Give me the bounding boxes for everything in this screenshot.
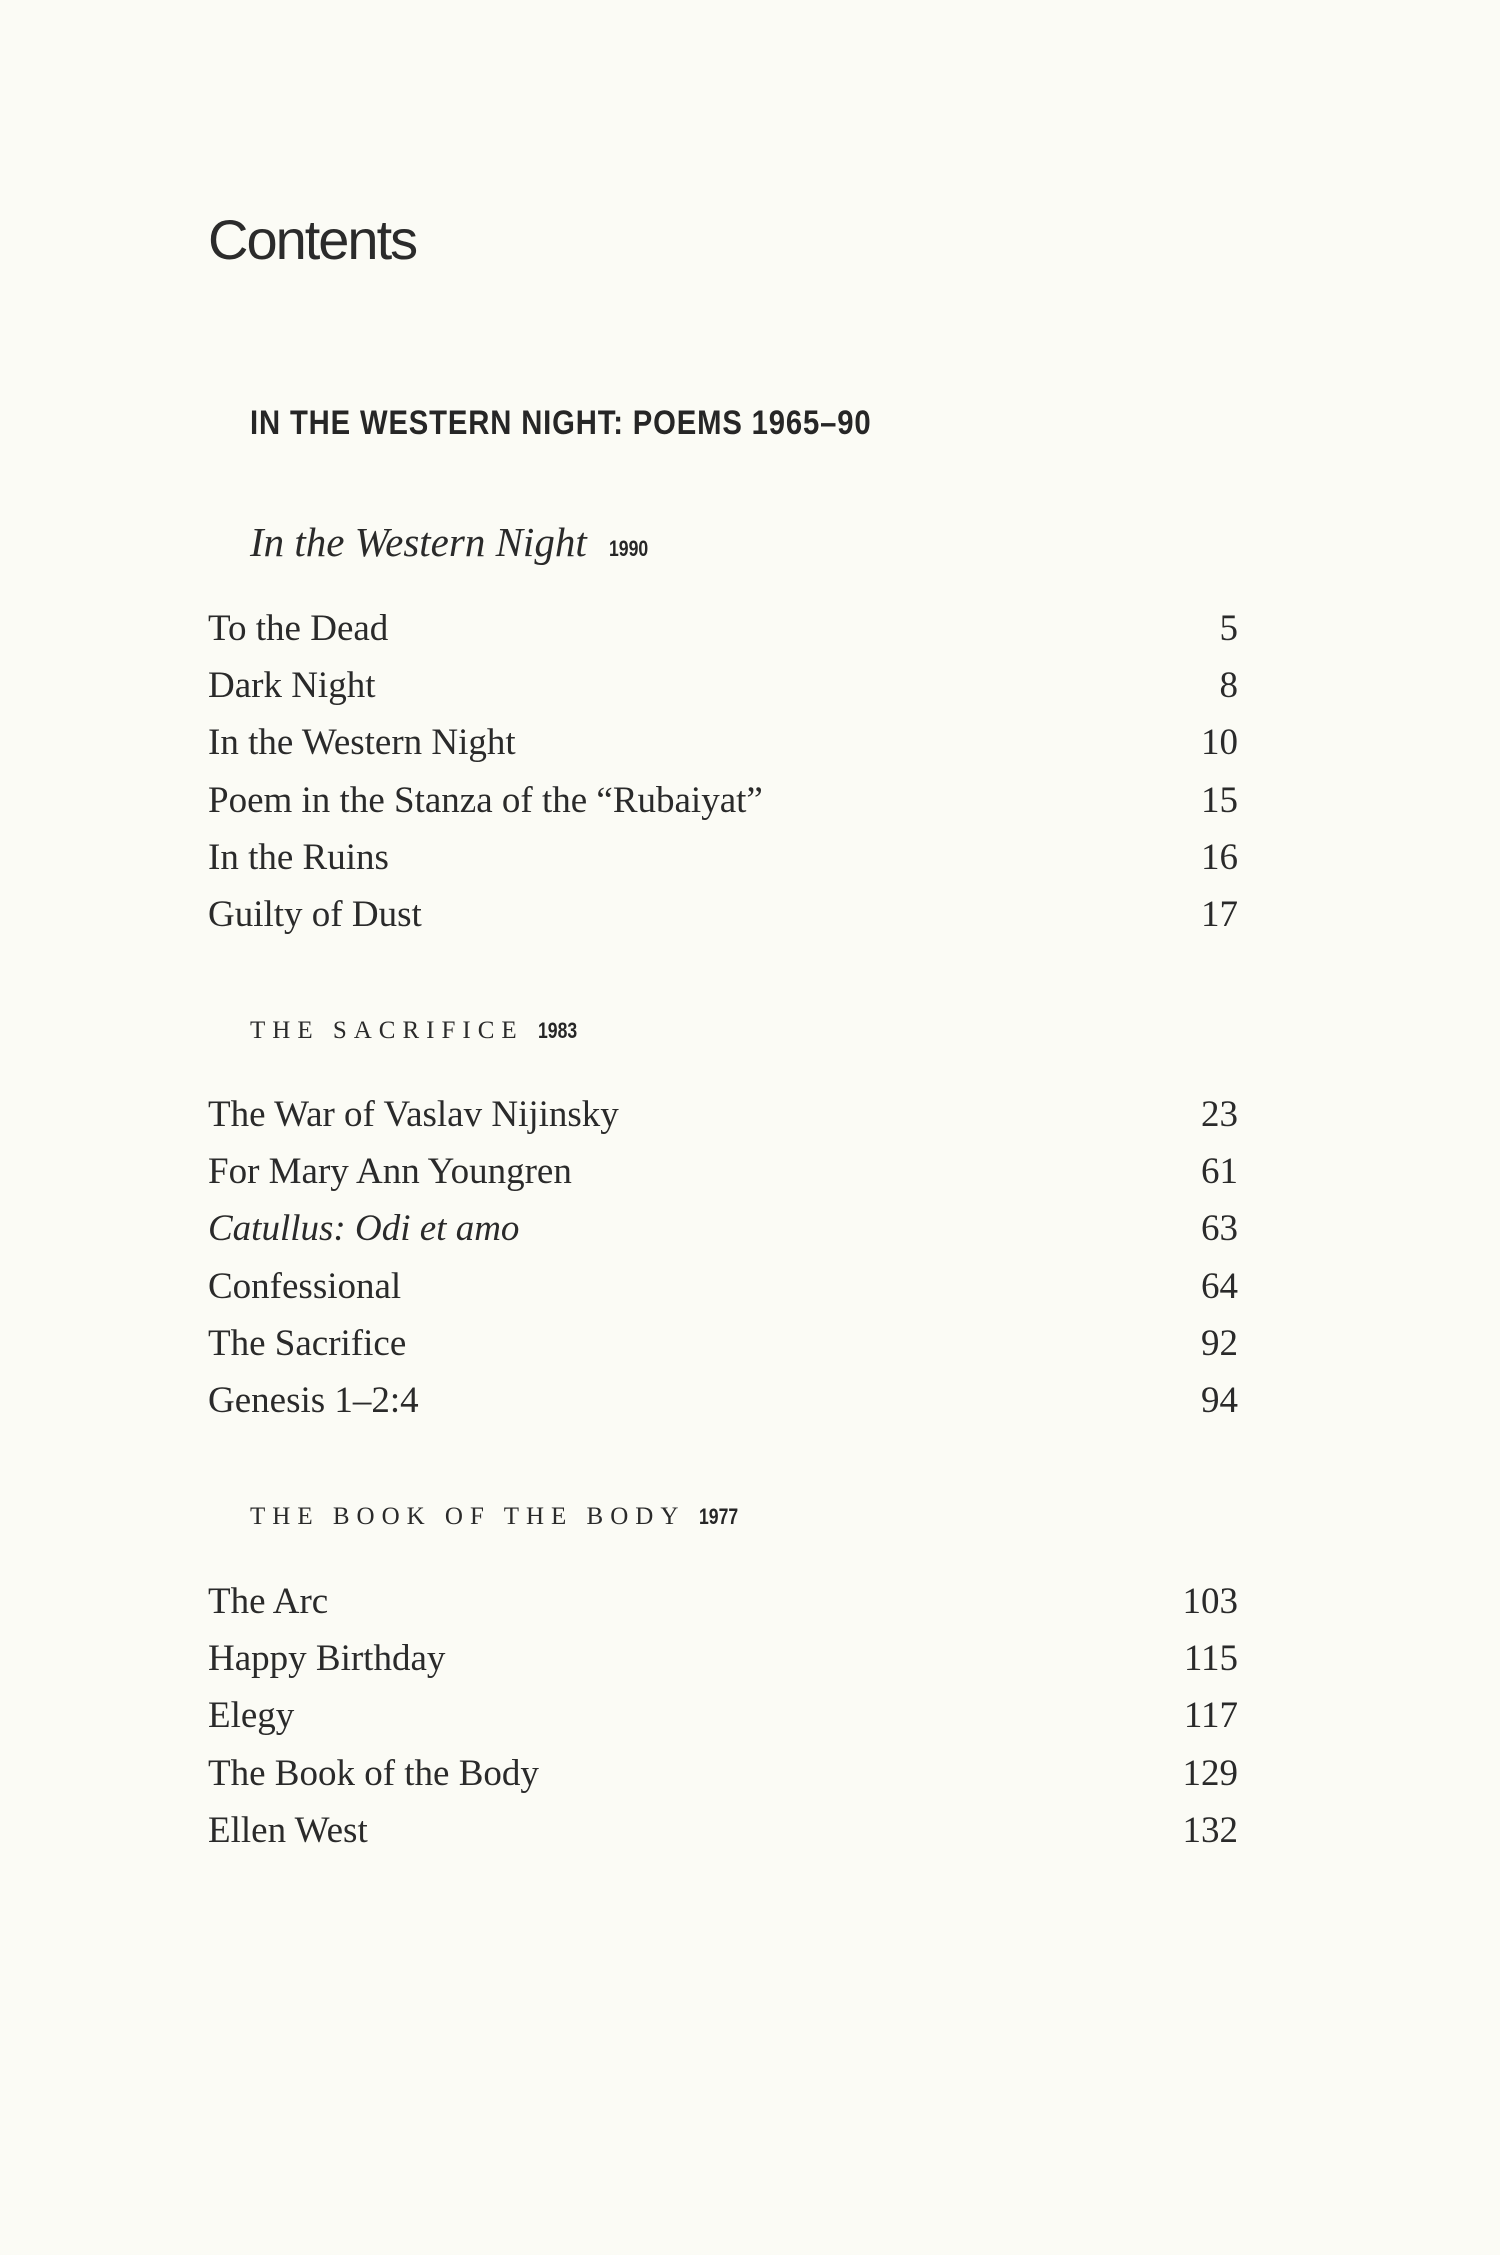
toc-entry-title: Poem in the Stanza of the “Rubaiyat” (208, 779, 763, 821)
toc-entry-page-number: 129 (1182, 1752, 1238, 1794)
toc-entry (208, 1630, 1238, 1687)
toc-entry-title: Genesis 1–2:4 (208, 1379, 419, 1421)
section-year: 1977 (699, 1504, 739, 1529)
toc-entry-title: For Mary Ann Youngren (208, 1151, 572, 1193)
toc-entry (208, 714, 1238, 771)
toc-entry (208, 772, 1238, 829)
toc-entry-title: Ellen West (208, 1809, 368, 1851)
toc-entry-page-number: 63 (1201, 1208, 1238, 1250)
toc-entry-page-number: 8 (1219, 665, 1238, 707)
toc-entry-page-number: 23 (1201, 1094, 1238, 1135)
toc-entry (208, 886, 1238, 943)
toc-entry (208, 1687, 1238, 1744)
toc-entry-page-number: 17 (1201, 893, 1238, 935)
page-title: Contents (208, 208, 417, 271)
toc-entry (208, 1372, 1238, 1429)
section-year: 1983 (537, 1018, 577, 1043)
toc-entry-page-number: 61 (1201, 1151, 1238, 1193)
toc-entry-page-number: 132 (1182, 1809, 1238, 1851)
toc-entry-page-number: 103 (1182, 1581, 1238, 1622)
toc-entry-title: Guilty of Dust (208, 893, 422, 935)
toc-entry-page-number: 92 (1201, 1322, 1238, 1364)
section-title: In the Western Night (250, 519, 587, 565)
toc-entry-title: Elegy (208, 1695, 295, 1737)
toc-entry-page-number: 16 (1201, 836, 1238, 878)
part-heading: IN THE WESTERN NIGHT: POEMS 1965–90 (250, 404, 872, 442)
toc-list-section-3 (208, 1573, 1238, 1859)
section-heading-the-book-of-the-body (250, 1504, 748, 1529)
toc-entry-title: To the Dead (208, 608, 389, 649)
toc-entry-page-number: 5 (1219, 608, 1238, 649)
section-title: THE SACRIFICE (250, 1017, 524, 1044)
toc-entry (208, 1802, 1238, 1859)
toc-entry-page-number: 115 (1183, 1638, 1238, 1680)
section-heading-in-the-western-night (250, 519, 658, 565)
toc-entry-title: Happy Birthday (208, 1638, 446, 1680)
toc-entry-title: The Sacrifice (208, 1322, 407, 1364)
toc-entry-title: In the Ruins (208, 836, 389, 878)
toc-entry (208, 1745, 1238, 1802)
toc-entry-title: Dark Night (208, 665, 376, 707)
section-title: THE BOOK OF THE BODY (250, 1503, 686, 1530)
toc-list-section-2 (208, 1086, 1238, 1429)
toc-entry (208, 829, 1238, 886)
toc-entry (208, 1258, 1238, 1315)
toc-entry-title: Confessional (208, 1265, 402, 1307)
toc-entry-page-number: 15 (1201, 779, 1238, 821)
section-heading-the-sacrifice (250, 1018, 587, 1043)
toc-entry (208, 600, 1238, 657)
toc-entry-page-number: 64 (1201, 1265, 1238, 1307)
toc-entry-title: The Arc (208, 1581, 329, 1622)
toc-entry-page-number: 94 (1201, 1379, 1238, 1421)
toc-entry (208, 1200, 1238, 1257)
toc-entry-title: The Book of the Body (208, 1752, 539, 1794)
toc-entry (208, 1086, 1238, 1143)
toc-entry-page-number: 10 (1201, 722, 1238, 764)
toc-entry-title: The War of Vaslav Nijinsky (208, 1094, 619, 1135)
toc-entry (208, 657, 1238, 714)
toc-list-section-1 (208, 600, 1238, 943)
section-year: 1990 (608, 536, 648, 561)
toc-entry (208, 1143, 1238, 1200)
toc-entry (208, 1573, 1238, 1630)
toc-entry (208, 1315, 1238, 1372)
toc-entry-title: In the Western Night (208, 722, 516, 764)
toc-entry-title: Catullus: Odi et amo (208, 1208, 520, 1250)
toc-entry-page-number: 117 (1183, 1695, 1238, 1737)
